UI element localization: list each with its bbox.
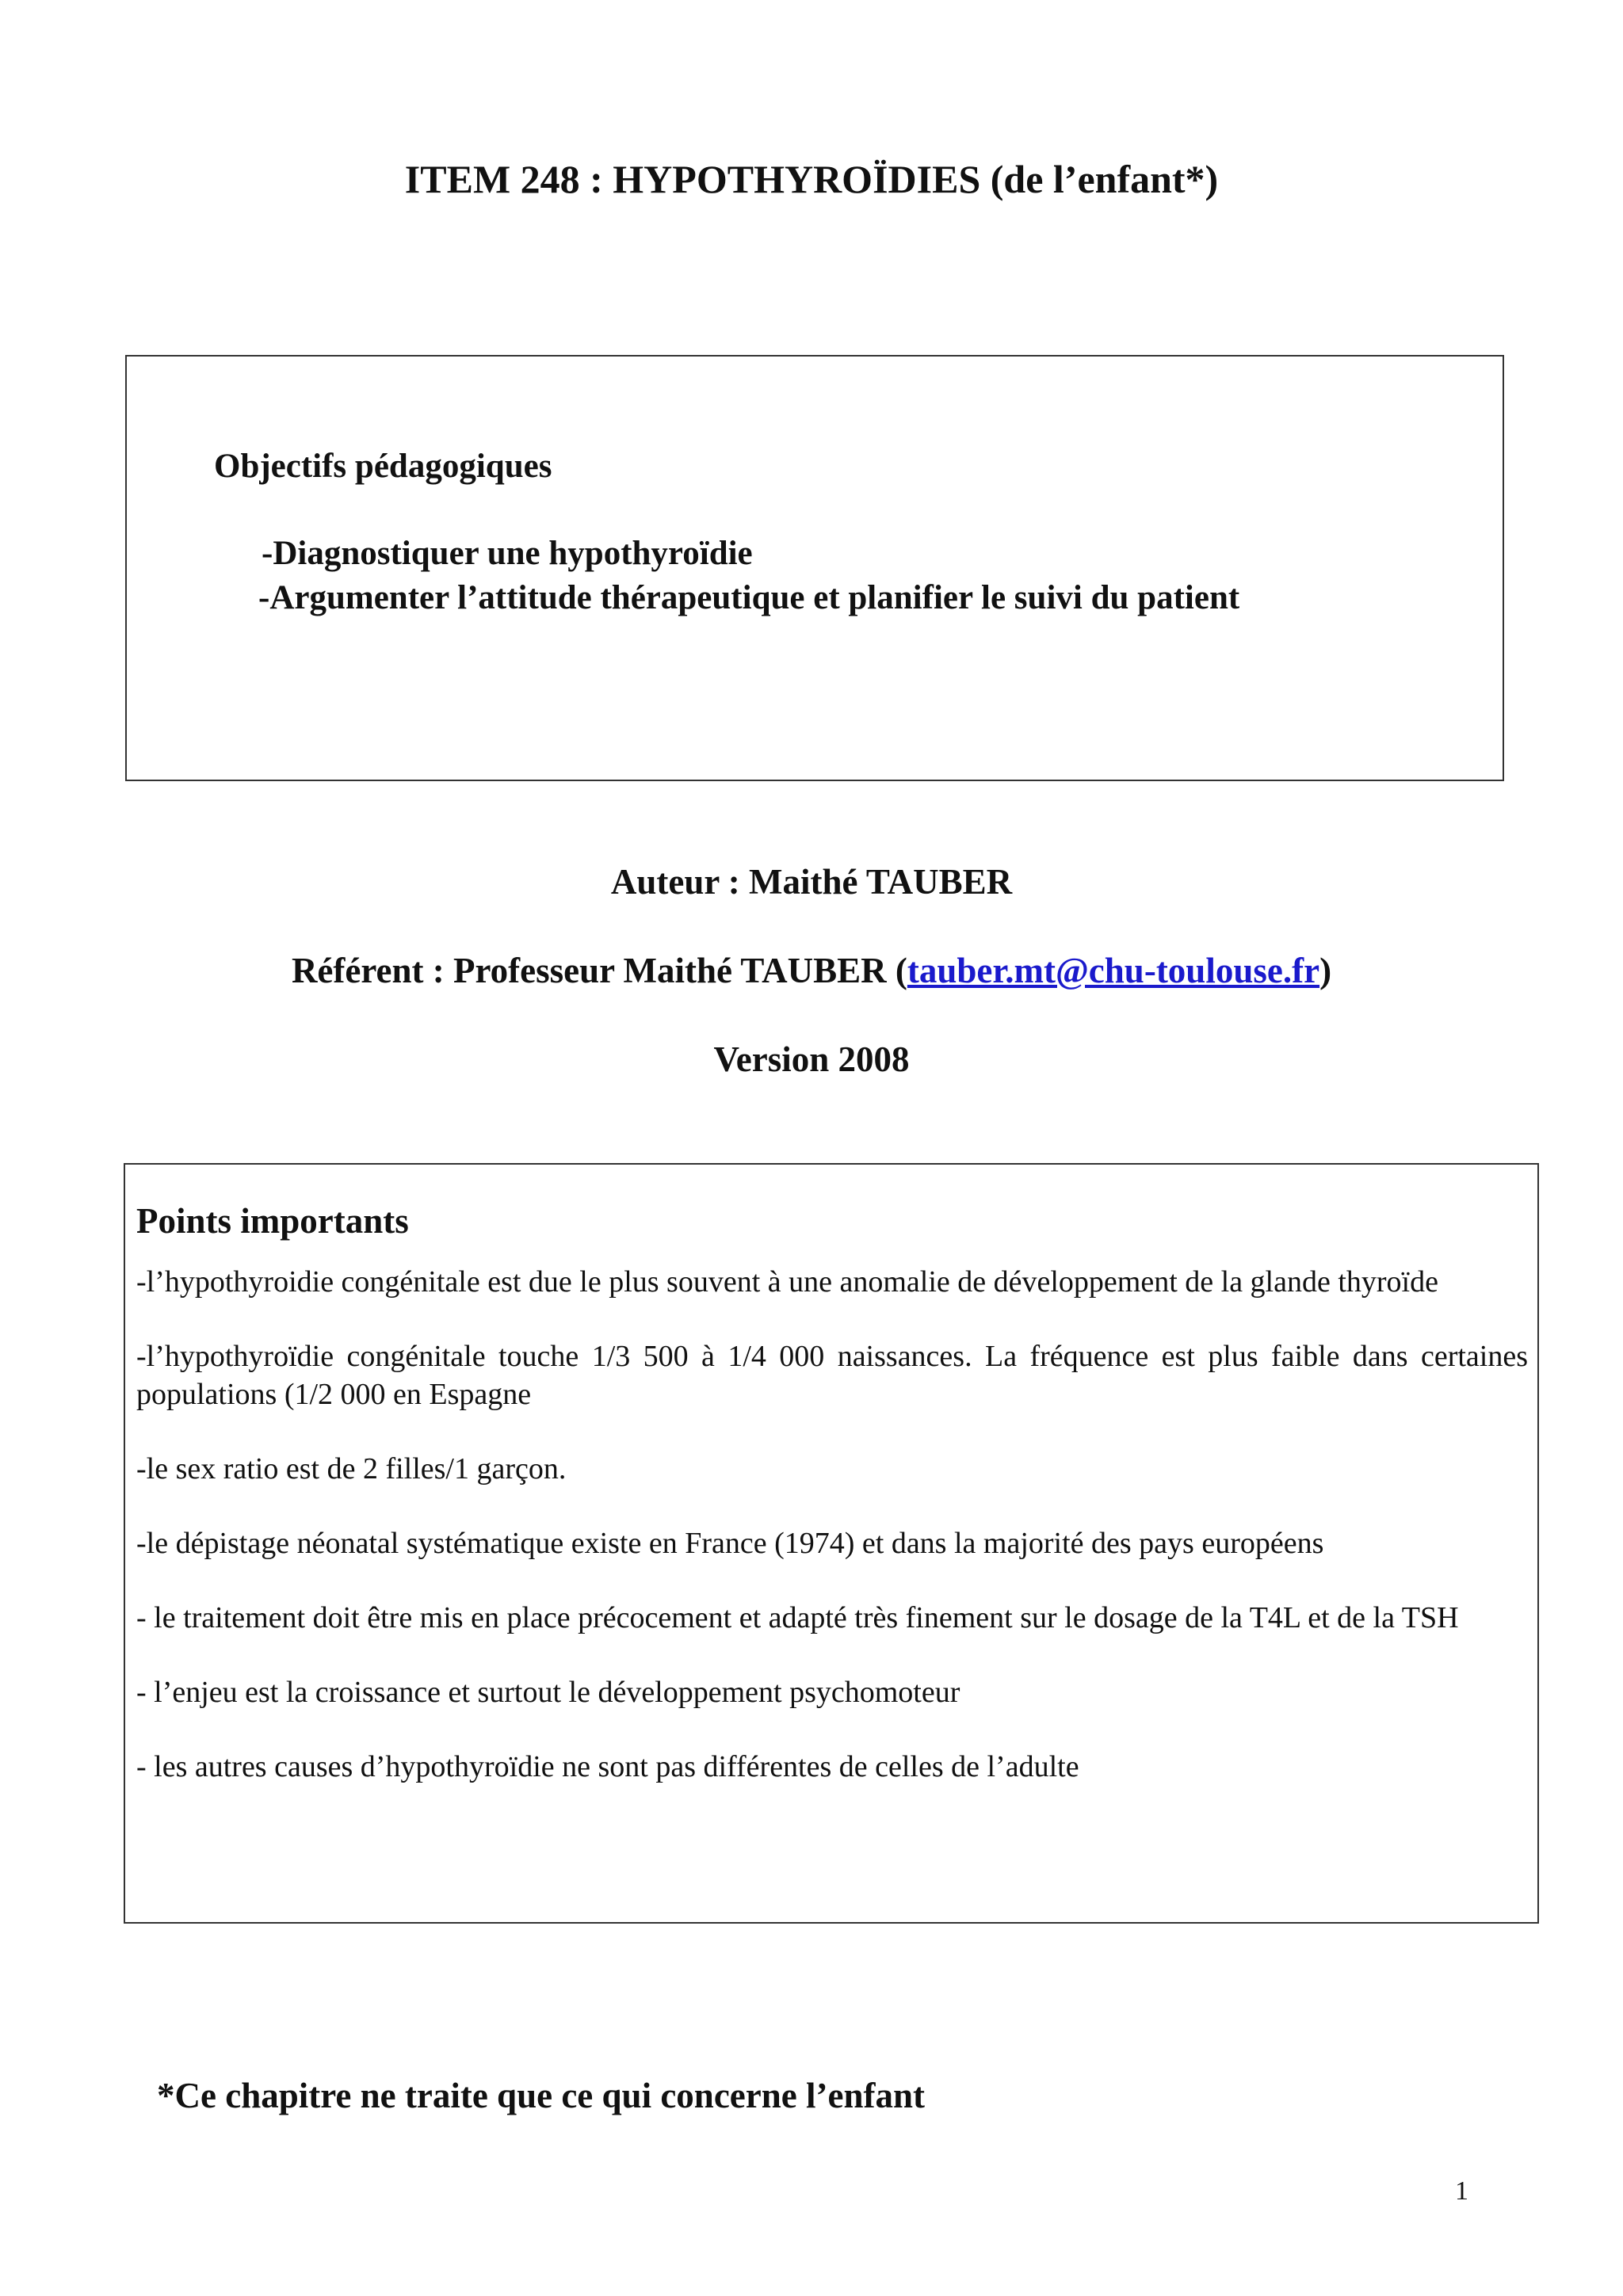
version-line: Version 2008 — [713, 1039, 910, 1079]
footnote: *Ce chapitre ne traite que ce qui concerne l’enfant — [157, 2076, 925, 2115]
point-item: -l’hypothyroïdie congénitale touche 1/3 500 à 1/4 000 naissances. La fréquence est plus faible dans certaines populations (1/2 000 en Espagne — [136, 1340, 1528, 1411]
points-heading: Points importants — [136, 1201, 409, 1241]
referent-label: Référent : Professeur Maithé TAUBER ( — [291, 951, 907, 990]
author-line: Auteur : Maithé TAUBER — [610, 862, 1013, 902]
point-item: -le sex ratio est de 2 filles/1 garçon. — [136, 1452, 567, 1486]
referent-line — [0, 949, 1623, 992]
objective-item: -Argumenter l’attitude thérapeutique et planifier le suivi du patient — [258, 579, 1240, 616]
point-item: - l’enjeu est la croissance et surtout le développement psychomoteur — [136, 1676, 960, 1709]
referent-closing-paren: ) — [1319, 951, 1332, 990]
page-number: 1 — [1455, 2176, 1468, 2206]
page-title: ITEM 248 : HYPOTHYROÏDIES (de l’enfant*) — [404, 157, 1219, 201]
objectives-heading: Objectifs pédagogiques — [214, 448, 552, 485]
referent-email-link[interactable]: tauber.mt@chu-toulouse.fr — [907, 951, 1320, 990]
objective-item: -Diagnostiquer une hypothyroïdie — [262, 535, 753, 572]
point-item: -le dépistage néonatal systématique existe en France (1974) et dans la majorité des pays européens — [136, 1527, 1324, 1560]
important-points-box — [124, 1163, 1539, 1924]
objectives-box — [125, 355, 1504, 781]
point-item: - les autres causes d’hypothyroïdie ne sont pas différentes de celles de l’adulte — [136, 1750, 1079, 1783]
point-item: -l’hypothyroidie congénitale est due le plus souvent à une anomalie de développement de la glande thyroïde — [136, 1265, 1438, 1299]
point-item: - le traitement doit être mis en place précocement et adapté très finement sur le dosage de la T4L et de la TSH — [136, 1601, 1459, 1634]
